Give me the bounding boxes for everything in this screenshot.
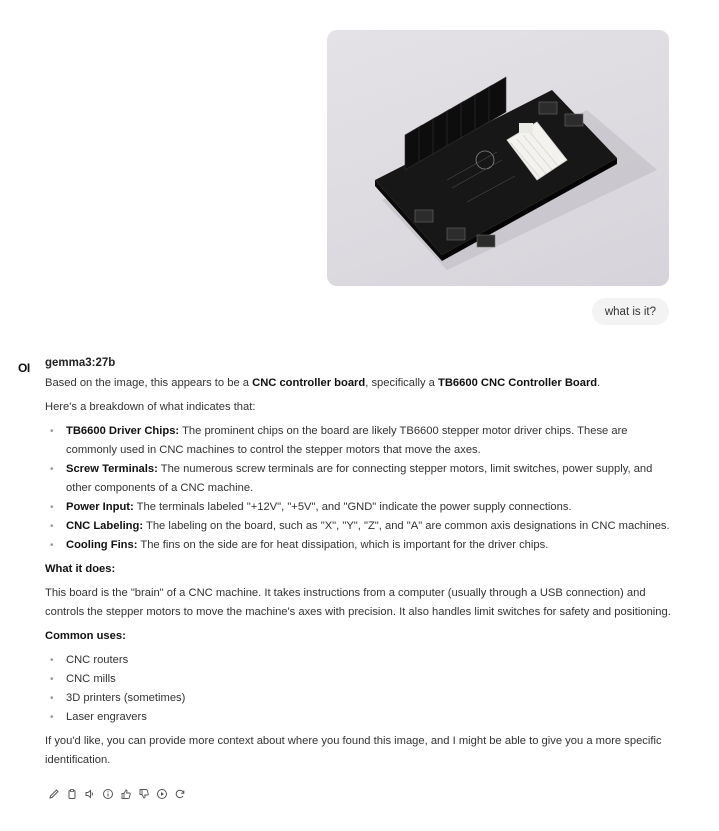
breakdown-intro: Here's a breakdown of what indicates that: [45,401,256,413]
list-item: • CNC routers [45,651,675,670]
copy-icon[interactable] [66,788,78,800]
intro-paragraph: Based on the image, this appears to be a CNC controller board, specifically a TB6600 CNC Controller Board. [45,377,601,389]
model-name: gemma3:27b [45,357,116,369]
user-message-bubble [592,298,669,325]
model-avatar: OI [18,361,30,375]
list-item: • Laser engravers [45,708,675,727]
breakdown-list [45,422,675,555]
what-it-does-text: This board is the "brain" of a CNC machine. It takes instructions from a computer (usually through a USB connection) and controls the stepper motors to move the machine's axes with precision. It also handles limit switches for safety and positioning. [45,587,671,618]
what-it-does-heading: What it does: [45,563,116,575]
assistant-response [45,374,675,775]
thumbs-up-icon[interactable] [120,788,132,800]
list-item: • Screw Terminals: The numerous screw terminals are for connecting stepper motors, limit switches, power supply, and other components of a CNC machine. [45,460,675,498]
list-item: • TB6600 Driver Chips: The prominent chips on the board are likely TB6600 stepper motor driver chips. These are commonly used in CNC machines to control the stepper motors that move the axes. [45,422,675,460]
cnc-board-photo [327,30,669,286]
list-item: • CNC mills [45,670,675,689]
play-icon[interactable] [156,788,168,800]
edit-icon[interactable] [48,788,60,800]
common-uses-heading: Common uses: [45,630,126,642]
uploaded-image[interactable] [327,30,669,286]
list-item: • CNC Labeling: The labeling on the board, such as "X", "Y", "Z", and "A" are common axis designations in CNC machines. [45,517,675,536]
list-item: • Cooling Fins: The fins on the side are for heat dissipation, which is important for the driver chips. [45,536,675,555]
regenerate-icon[interactable] [174,788,186,800]
closing-paragraph: If you'd like, you can provide more context about where you found this image, and I might be able to give you a more specific identification. [45,735,662,766]
list-item: • Power Input: The terminals labeled "+12V", "+5V", and "GND" indicate the power supply connections. [45,498,675,517]
thumbs-down-icon[interactable] [138,788,150,800]
info-icon[interactable] [102,788,114,800]
list-item: • 3D printers (sometimes) [45,689,675,708]
user-message-text: what is it? [604,305,656,318]
speaker-icon[interactable] [84,788,96,800]
message-actions [48,788,186,800]
uses-list [45,651,675,727]
